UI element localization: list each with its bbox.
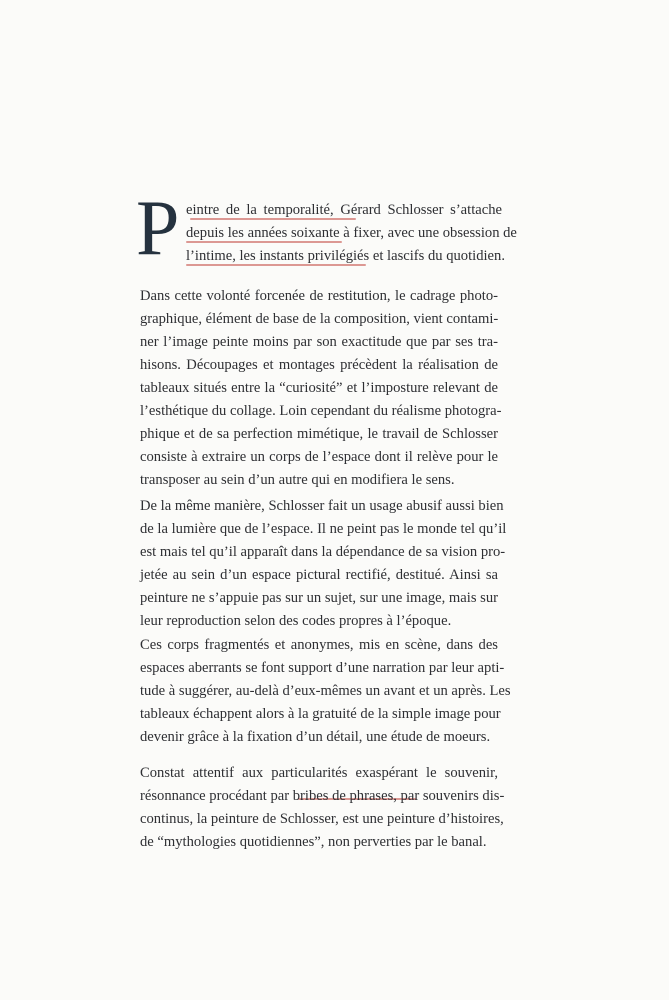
pencil-underline-mark bbox=[190, 218, 356, 220]
text-line: Dans cette volonté forcenée de restitution, le cadrage photo- bbox=[140, 288, 498, 304]
text-line: l’esthétique du collage. Loin cependant du réalisme photogra- bbox=[140, 403, 502, 419]
text-line: tableaux échappent alors à la gratuité de la simple image pour bbox=[140, 706, 501, 722]
pencil-underline-mark bbox=[186, 264, 366, 266]
text-line: consiste à extraire un corps de l’espace dont il relève pour le bbox=[140, 449, 498, 465]
pencil-underline-mark bbox=[186, 241, 342, 243]
text-line: graphique, élément de base de la composition, vient contami- bbox=[140, 311, 499, 327]
intro-paragraph bbox=[136, 184, 517, 271]
text-line: tude à suggérer, au-delà d’eux-mêmes un avant et un après. Les bbox=[140, 683, 511, 699]
body-paragraph bbox=[140, 762, 505, 854]
text-line: leur reproduction selon des codes propres à l’époque. bbox=[140, 613, 452, 629]
text-line: peinture ne s’appuie pas sur un sujet, sur une image, mais sur bbox=[140, 590, 498, 606]
text-line: hisons. Découpages et montages précèdent la réalisation de bbox=[140, 357, 498, 373]
text-line: ner l’image peinte moins par son exactitude que par ses tra- bbox=[140, 334, 498, 350]
text-line: Ces corps fragmentés et anonymes, mis en scène, dans des bbox=[140, 637, 498, 653]
text-line: de “mythologies quotidiennes”, non perverties par le banal. bbox=[140, 834, 487, 850]
text-line: jetée au sein d’un espace pictural rectifié, destitué. Ainsi sa bbox=[140, 567, 498, 583]
intro-line: l’intime, les instants privilégiés et lascifs du quotidien. bbox=[186, 248, 505, 264]
text-line: est mais tel qu’il apparaît dans la dépendance de sa vision pro- bbox=[140, 544, 506, 560]
text-line: espaces aberrants se font support d’une narration par leur apti- bbox=[140, 660, 505, 676]
text-line: Constat attentif aux particularités exaspérant le souvenir, bbox=[140, 765, 498, 781]
text-line: continus, la peinture de Schlosser, est une peinture d’histoires, bbox=[140, 811, 504, 827]
text-line: phique et de sa perfection mimétique, le travail de Schlosser bbox=[140, 426, 498, 442]
text-line: tableaux situés entre la “curiosité” et l’imposture relevant de bbox=[140, 380, 498, 396]
text-line: transposer au sein d’un autre qui en modifiera le sens. bbox=[140, 472, 455, 488]
intro-text bbox=[186, 199, 517, 268]
text-line: de la lumière que de l’espace. Il ne peint pas le monde tel qu’il bbox=[140, 521, 507, 537]
drop-cap: P bbox=[136, 184, 180, 271]
intro-line: depuis les années soixante à fixer, avec une obsession de bbox=[186, 225, 517, 241]
body-paragraph bbox=[140, 495, 507, 633]
text-line: résonnance procédant par bribes de phrases, par souvenirs dis- bbox=[140, 788, 505, 804]
intro-line: eintre de la temporalité, Gérard Schlosser s’attache bbox=[186, 202, 502, 218]
body-paragraph bbox=[140, 285, 502, 492]
text-line: devenir grâce à la fixation d’un détail, une étude de moeurs. bbox=[140, 729, 491, 745]
body-paragraph bbox=[140, 634, 511, 749]
text-line: De la même manière, Schlosser fait un usage abusif aussi bien bbox=[140, 498, 504, 514]
